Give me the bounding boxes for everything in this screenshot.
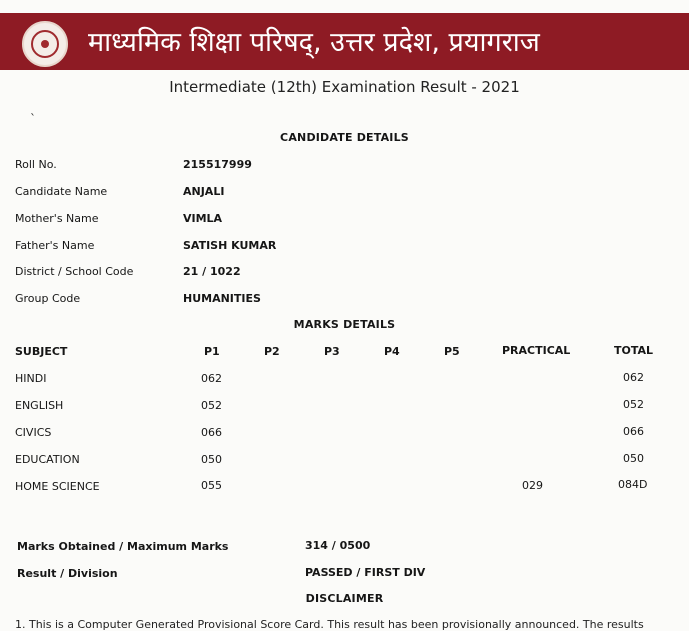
header-banner	[0, 13, 689, 70]
subject-cell: HOME SCIENCE	[15, 480, 100, 493]
p1-cell: 052	[201, 399, 222, 412]
col-header-total: TOTAL	[614, 344, 654, 357]
subject-cell: CIVICS	[15, 426, 52, 439]
col-header-p2: P2	[264, 345, 280, 358]
col-header-subject: SUBJECT	[15, 345, 68, 358]
total-cell: 052	[623, 398, 644, 411]
mother-name-value: VIMLA	[183, 212, 223, 225]
subject-cell: ENGLISH	[15, 399, 64, 412]
total-cell: 066	[623, 425, 644, 438]
p1-cell: 062	[201, 372, 222, 385]
disclaimer-heading: DISCLAIMER	[305, 592, 384, 605]
mother-name-label: Mother's Name	[15, 212, 99, 225]
exam-title: Intermediate (12th) Examination Result - 2021	[169, 78, 520, 96]
roll-no-label: Roll No.	[15, 158, 57, 171]
board-emblem-icon	[22, 21, 68, 67]
father-name-value: SATISH KUMAR	[183, 239, 277, 252]
total-cell: 084D	[618, 478, 648, 491]
result-division-label: Result / Division	[17, 567, 118, 580]
father-name-label: Father's Name	[15, 239, 95, 252]
candidate-name-label: Candidate Name	[15, 185, 108, 198]
col-header-p4: P4	[384, 345, 400, 358]
candidate-name-value: ANJALI	[183, 185, 225, 198]
marks-details-heading: MARKS DETAILS	[293, 318, 396, 331]
total-cell: 062	[623, 371, 644, 384]
total-cell: 050	[623, 452, 644, 465]
stray-mark: `	[30, 112, 36, 126]
marks-obtained-value: 314 / 0500	[305, 539, 371, 552]
emblem-ring	[31, 30, 59, 58]
roll-no-value: 215517999	[183, 158, 252, 171]
result-division-value: PASSED / FIRST DIV	[305, 566, 426, 579]
col-header-practical: PRACTICAL	[502, 344, 571, 357]
col-header-p3: P3	[324, 345, 340, 358]
candidate-details-heading: CANDIDATE DETAILS	[280, 131, 409, 144]
p1-cell: 055	[201, 479, 222, 492]
marks-obtained-label: Marks Obtained / Maximum Marks	[17, 540, 229, 553]
subject-cell: EDUCATION	[15, 453, 80, 466]
col-header-p5: P5	[444, 345, 460, 358]
col-header-p1: P1	[204, 345, 220, 358]
practical-cell: 029	[522, 479, 543, 492]
district-school-code-value: 21 / 1022	[183, 265, 241, 278]
p1-cell: 050	[201, 453, 222, 466]
emblem-center	[41, 40, 49, 48]
board-name: माध्यमिक शिक्षा परिषद्, उत्तर प्रदेश, प्रयागराज	[88, 27, 540, 58]
p1-cell: 066	[201, 426, 222, 439]
group-code-label: Group Code	[15, 292, 81, 305]
disclaimer-text: 1. This is a Computer Generated Provisional Score Card. This result has been provisionally announced. The results	[15, 618, 644, 631]
group-code-value: HUMANITIES	[183, 292, 261, 305]
subject-cell: HINDI	[15, 372, 47, 385]
district-school-code-label: District / School Code	[15, 265, 134, 278]
